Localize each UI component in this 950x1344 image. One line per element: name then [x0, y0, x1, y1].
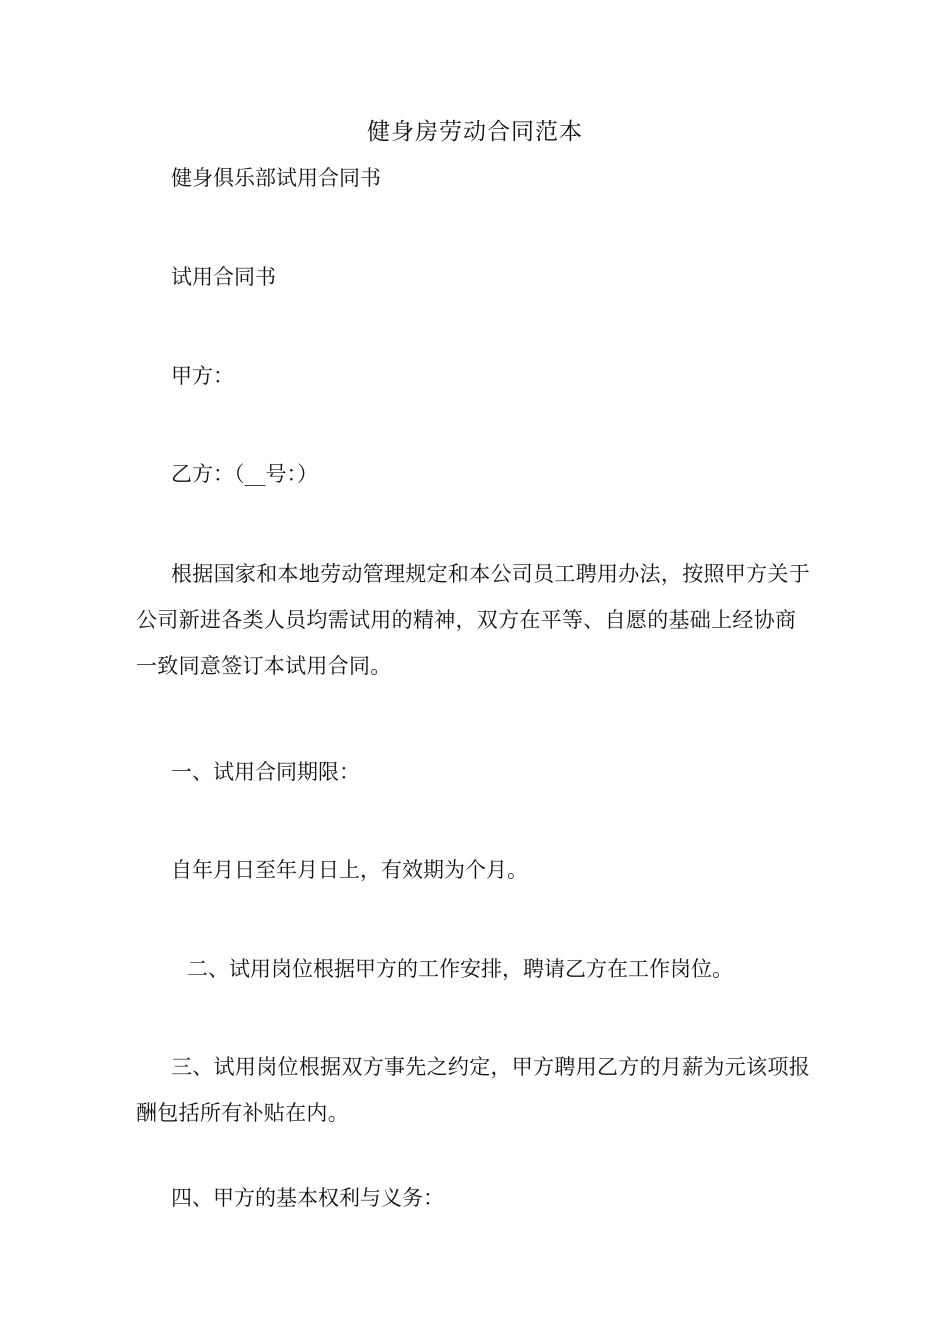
clause-4-title: 四、甲方的基本权利与义务：: [171, 1186, 444, 1210]
document-title: 健身房劳动合同范本: [367, 119, 583, 145]
party-b-line: 乙方：（__号：）: [171, 462, 318, 486]
party-a-line: 甲方：: [171, 364, 234, 388]
clause-1-body: 自年月日至年月日上，有效期为个月。: [171, 858, 528, 882]
clause-3-paragraph: 三、试用岗位根据双方事先之约定，甲方聘用乙方的月薪为元该项报酬包括所有补贴在内。: [136, 1055, 810, 1125]
intro-paragraph: 根据国家和本地劳动管理规定和本公司员工聘用办法，按照甲方关于公司新进各类人员均需试用的精神，双方在平等、自愿的基础上经协商一致同意签订本试用合同。: [136, 562, 810, 678]
contract-heading: 试用合同书: [171, 265, 276, 289]
document-subtitle: 健身俱乐部试用合同书: [171, 166, 381, 190]
clause-1-title: 一、试用合同期限：: [171, 760, 360, 784]
clause-2-paragraph: 二、试用岗位根据甲方的工作安排，聘请乙方在工作岗位。: [187, 957, 733, 981]
